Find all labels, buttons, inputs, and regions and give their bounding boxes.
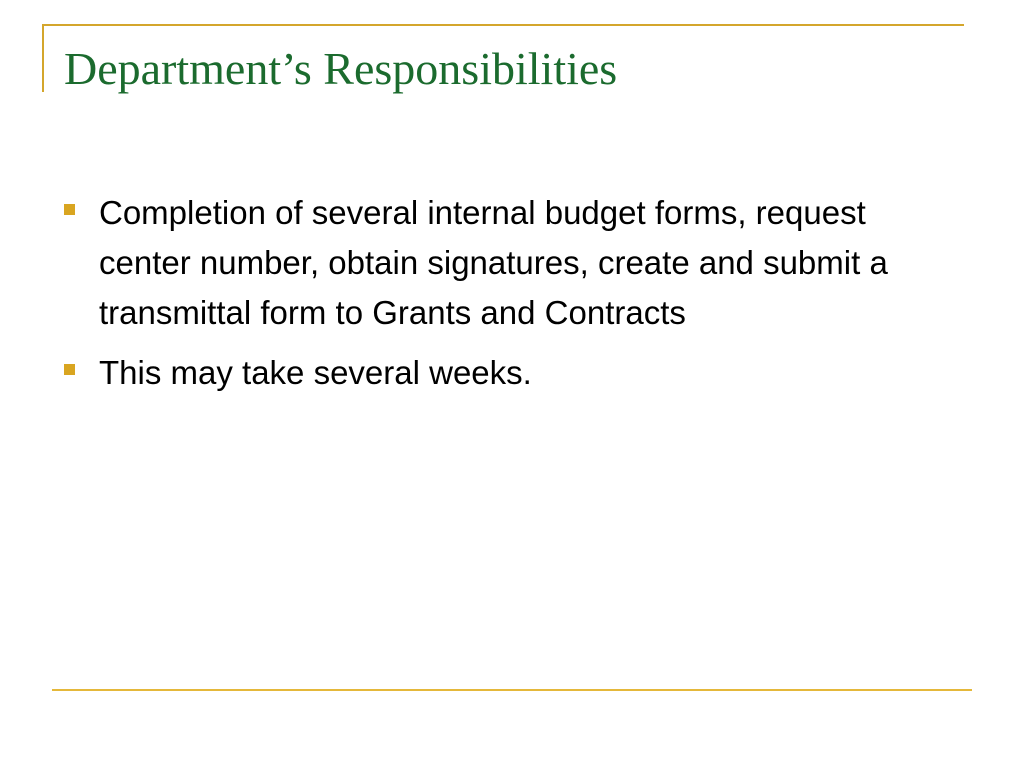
square-bullet-icon [64,204,75,215]
square-bullet-icon [64,364,75,375]
top-border-line [43,24,964,26]
bullet-item [64,188,964,338]
bullet-text: This may take several weeks. [99,354,532,391]
left-border-line [42,24,44,92]
bullet-text: Completion of several internal budget forms, request center number, obtain signatures, create and submit a transmittal form to Grants and Contracts [99,194,888,331]
slide-title: Department’s Responsibilities [64,43,618,94]
bullet-item [64,348,964,398]
bullet-list [64,188,964,408]
bottom-border-line [52,689,972,691]
